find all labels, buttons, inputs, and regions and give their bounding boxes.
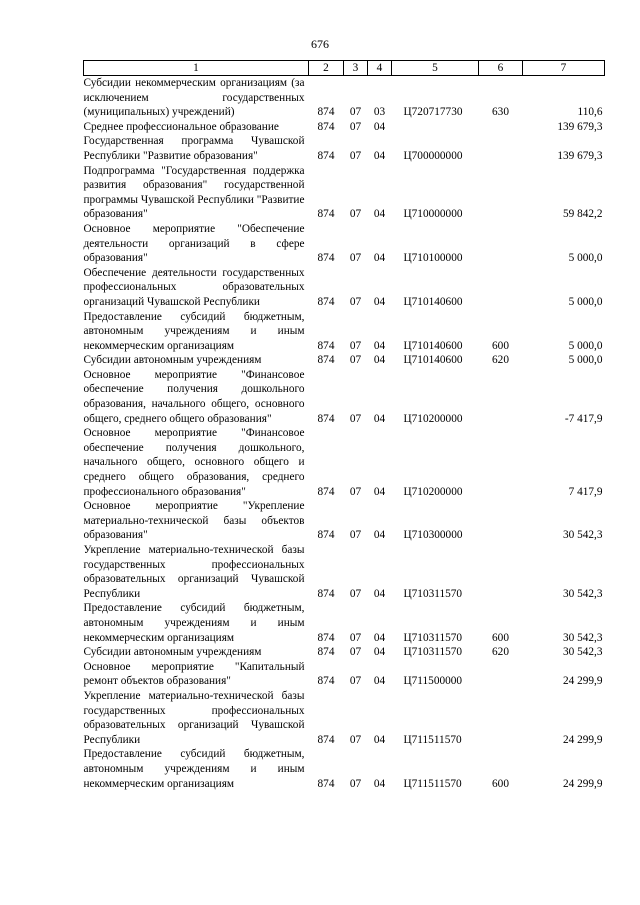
row-subsection-code: 04 xyxy=(373,485,386,498)
row-target-article-code: Ц710311570 xyxy=(403,631,463,644)
row-target-article-code: Ц700000000 xyxy=(403,149,463,162)
row-expense-type-code: 630 xyxy=(492,106,509,119)
header-col-5: 5 xyxy=(392,61,479,76)
row-target-article-code: Ц710311570 xyxy=(403,646,463,659)
row-name: Государственная программа Чувашской Республики "Развитие образования" xyxy=(83,135,305,162)
row-target-article-code xyxy=(392,120,479,135)
header-col-3: 3 xyxy=(344,61,368,76)
row-target-article-code: Ц710200000 xyxy=(403,485,463,498)
page-number: 676 xyxy=(311,37,329,51)
row-amount: -7 417,9 xyxy=(564,412,603,425)
row-amount: 5 000,0 xyxy=(568,295,603,308)
row-section-code: 07 xyxy=(349,354,362,367)
row-grbs-code: 874 xyxy=(317,295,335,308)
row-subsection-code: 04 xyxy=(373,529,386,542)
table-row xyxy=(84,499,605,543)
row-grbs-code: 874 xyxy=(317,208,335,221)
row-section-code: 07 xyxy=(349,631,362,644)
row-grbs-code: 874 xyxy=(317,675,335,688)
table-row xyxy=(84,747,605,791)
header-col-4: 4 xyxy=(368,61,392,76)
row-subsection-code: 04 xyxy=(373,777,386,790)
row-expense-type-code xyxy=(479,426,523,499)
row-subsection-code: 04 xyxy=(373,149,386,162)
row-section-code: 07 xyxy=(349,412,362,425)
row-target-article-code: Ц710140600 xyxy=(403,354,463,367)
table-row xyxy=(84,645,605,660)
row-section-code: 07 xyxy=(349,485,362,498)
header-col-1: 1 xyxy=(84,61,309,76)
row-expense-type-code: 620 xyxy=(492,646,509,659)
row-subsection-code: 04 xyxy=(373,412,386,425)
row-name: Укрепление материально-технической базы государственных профессиональных образовательных организаций Чувашской Республики xyxy=(83,689,305,746)
row-section-code: 07 xyxy=(349,646,362,659)
table-header xyxy=(84,61,605,76)
table-row xyxy=(84,120,605,135)
row-grbs-code: 874 xyxy=(317,587,335,600)
row-expense-type-code xyxy=(479,543,523,601)
row-amount: 30 542,3 xyxy=(562,631,603,644)
table-row xyxy=(84,134,605,163)
row-name: Подпрограмма "Государственная поддержка развития образования" государственной программы Чувашской Республики "Развитие образования" xyxy=(83,164,305,221)
row-amount: 5 000,0 xyxy=(568,354,603,367)
table-body xyxy=(84,76,605,792)
row-name: Предоставление субсидий бюджетным, автономным учреждениям и иным некоммерческим организациям xyxy=(83,602,305,644)
row-target-article-code: Ц710200000 xyxy=(403,412,463,425)
row-name: Субсидии автономным учреждениям xyxy=(83,354,262,367)
budget-table xyxy=(83,60,605,791)
row-expense-type-code xyxy=(479,222,523,266)
row-amount: 110,6 xyxy=(577,106,603,119)
row-subsection-code: 04 xyxy=(373,120,386,133)
row-name: Предоставление субсидий бюджетным, автономным учреждениям и иным некоммерческим организациям xyxy=(83,310,305,352)
row-target-article-code: Ц711511570 xyxy=(403,777,462,790)
row-section-code: 07 xyxy=(349,149,362,162)
row-section-code: 07 xyxy=(349,252,362,265)
row-amount: 139 679,3 xyxy=(557,149,603,162)
header-col-2: 2 xyxy=(309,61,344,76)
row-target-article-code: Ц711511570 xyxy=(403,733,462,746)
row-target-article-code: Ц710100000 xyxy=(403,252,463,265)
row-subsection-code: 04 xyxy=(373,733,386,746)
row-subsection-code: 03 xyxy=(373,106,386,119)
row-grbs-code: 874 xyxy=(317,252,335,265)
row-grbs-code: 874 xyxy=(317,354,335,367)
row-expense-type-code xyxy=(479,660,523,689)
row-grbs-code: 874 xyxy=(317,339,335,352)
row-target-article-code: Ц710000000 xyxy=(403,208,463,221)
row-grbs-code: 874 xyxy=(317,777,335,790)
table-row xyxy=(84,543,605,601)
row-section-code: 07 xyxy=(349,733,362,746)
row-subsection-code: 04 xyxy=(373,208,386,221)
row-name: Среднее профессиональное образование xyxy=(83,120,279,133)
row-name: Основное мероприятие "Укрепление материально-технической базы объектов образования" xyxy=(83,500,305,542)
row-expense-type-code xyxy=(479,499,523,543)
table-row xyxy=(84,310,605,354)
row-amount: 24 299,9 xyxy=(562,733,603,746)
row-subsection-code: 04 xyxy=(373,252,386,265)
row-expense-type-code xyxy=(479,134,523,163)
row-section-code: 07 xyxy=(349,675,362,688)
row-expense-type-code: 600 xyxy=(492,631,509,644)
row-grbs-code: 874 xyxy=(317,631,335,644)
row-subsection-code: 04 xyxy=(373,354,386,367)
row-amount: 7 417,9 xyxy=(568,485,603,498)
row-subsection-code: 04 xyxy=(373,339,386,352)
row-section-code: 07 xyxy=(349,295,362,308)
table-row xyxy=(84,368,605,426)
row-target-article-code: Ц710140600 xyxy=(403,295,463,308)
table-row xyxy=(84,266,605,310)
row-amount: 59 842,2 xyxy=(562,208,603,221)
row-amount: 30 542,3 xyxy=(562,587,603,600)
row-grbs-code: 874 xyxy=(317,646,335,659)
row-target-article-code: Ц710311570 xyxy=(403,587,463,600)
row-target-article-code: Ц710140600 xyxy=(403,339,463,352)
row-grbs-code: 874 xyxy=(317,149,335,162)
row-name: Обеспечение деятельности государственных профессиональных образовательных организаций Чувашской Республики xyxy=(83,266,305,308)
row-grbs-code: 874 xyxy=(317,733,335,746)
row-subsection-code: 04 xyxy=(373,646,386,659)
row-grbs-code: 874 xyxy=(317,106,335,119)
row-grbs-code: 874 xyxy=(317,120,335,133)
row-expense-type-code: 620 xyxy=(492,354,509,367)
row-subsection-code: 04 xyxy=(373,675,386,688)
row-amount: 139 679,3 xyxy=(557,120,603,133)
table-row xyxy=(84,164,605,222)
row-section-code: 07 xyxy=(349,208,362,221)
table-row xyxy=(84,689,605,747)
row-amount: 5 000,0 xyxy=(568,339,603,352)
row-amount: 30 542,3 xyxy=(562,529,603,542)
row-expense-type-code xyxy=(479,368,523,426)
row-section-code: 07 xyxy=(349,120,362,133)
row-target-article-code: Ц720717730 xyxy=(403,106,463,119)
row-amount: 30 542,3 xyxy=(562,646,603,659)
row-name: Основное мероприятие "Капитальный ремонт объектов образования" xyxy=(83,660,305,688)
row-expense-type-code xyxy=(479,266,523,310)
table-row xyxy=(84,601,605,645)
row-amount: 5 000,0 xyxy=(568,252,603,265)
row-name: Субсидии автономным учреждениям xyxy=(83,646,262,659)
row-section-code: 07 xyxy=(349,106,362,119)
row-section-code: 07 xyxy=(349,587,362,600)
row-grbs-code: 874 xyxy=(317,412,335,425)
row-expense-type-code xyxy=(479,689,523,747)
row-grbs-code: 874 xyxy=(317,529,335,542)
row-name: Предоставление субсидий бюджетным, автономным учреждениям и иным некоммерческим организациям xyxy=(83,748,305,790)
row-name: Субсидии некоммерческим организациям (за исключением государственных (муниципальных) учреждений) xyxy=(83,77,305,119)
row-grbs-code: 874 xyxy=(317,485,335,498)
table-row xyxy=(84,660,605,689)
row-target-article-code: Ц711500000 xyxy=(403,675,463,688)
row-subsection-code: 04 xyxy=(373,631,386,644)
row-expense-type-code: 600 xyxy=(492,339,509,352)
row-amount: 24 299,9 xyxy=(562,675,603,688)
row-subsection-code: 04 xyxy=(373,295,386,308)
row-name: Основное мероприятие "Финансовое обеспечение получения дошкольного образования, начального общего, основного общего, среднего общего образования" xyxy=(83,368,305,425)
header-col-6: 6 xyxy=(479,61,523,76)
row-expense-type-code: 600 xyxy=(492,777,509,790)
header-col-7: 7 xyxy=(523,61,605,76)
row-section-code: 07 xyxy=(349,529,362,542)
table-row xyxy=(84,76,605,120)
row-name: Основное мероприятие "Финансовое обеспечение получения дошкольного, начального общего, основного общего и среднего общего образования, среднего профессионального образования" xyxy=(83,427,305,498)
row-name: Укрепление материально-технической базы государственных профессиональных образовательных организаций Чувашской Республики xyxy=(83,544,305,600)
row-amount: 24 299,9 xyxy=(562,777,603,790)
row-section-code: 07 xyxy=(349,339,362,352)
table-row xyxy=(84,353,605,368)
row-section-code: 07 xyxy=(349,777,362,790)
table-row xyxy=(84,426,605,499)
table-row xyxy=(84,222,605,266)
row-expense-type-code xyxy=(479,120,523,135)
row-name: Основное мероприятие "Обеспечение деятельности организаций в сфере образования" xyxy=(83,222,305,265)
row-expense-type-code xyxy=(479,164,523,222)
row-target-article-code: Ц710300000 xyxy=(403,529,463,542)
row-subsection-code: 04 xyxy=(373,587,386,600)
